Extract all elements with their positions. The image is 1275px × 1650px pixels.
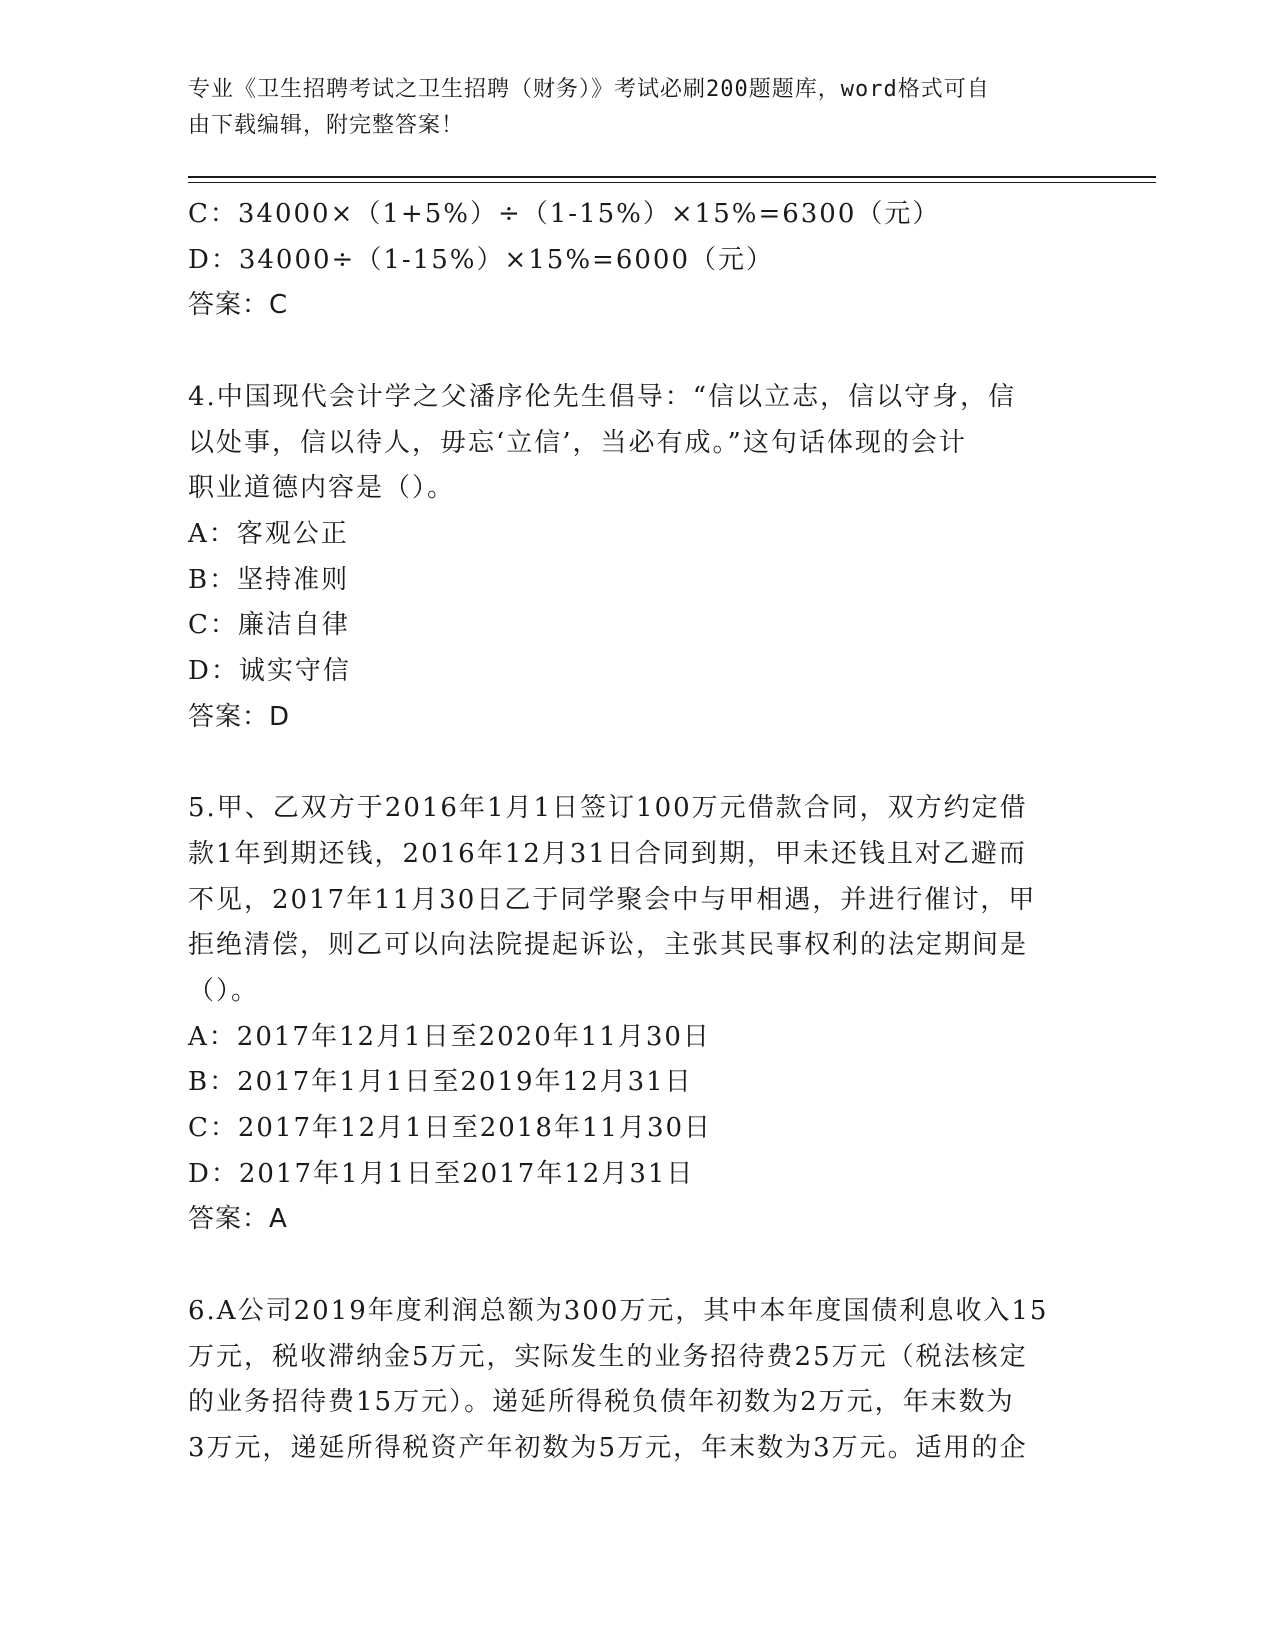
question-stem-line: 不见，2017年11月30日乙于同学聚会中与甲相遇，并进行催讨，甲 — [188, 884, 1037, 915]
answer-line: 答案：A — [188, 1204, 288, 1235]
option-c: C：34000×（1+5%）÷（1-15%）×15%=6300（元） — [188, 199, 941, 229]
question-stem-line: 以处事，信以待人，毋忘‘立信’，当必有成。”这句话体现的会计 — [188, 427, 967, 458]
document-header — [188, 72, 1068, 144]
header-divider-thin — [188, 182, 1156, 183]
header-line: 专业《卫生招聘考试之卫生招聘（财务）》考试必刷200题题库，word格式可自 — [188, 77, 990, 102]
question-body — [188, 192, 1088, 1472]
question-stem-line: 万元，税收滞纳金5万元，实际发生的业务招待费25万元（税法核定 — [188, 1341, 1028, 1372]
question-stem-line: 6.A公司2019年度利润总额为300万元，其中本年度国债利息收入15 — [188, 1295, 1049, 1326]
question-stem-line: 3万元，递延所得税资产年初数为5万元，年末数为3万元。适用的企 — [188, 1432, 1028, 1463]
spacer — [188, 1243, 1088, 1289]
question-stem-line: 款1年到期还钱，2016年12月31日合同到期，甲未还钱且对乙避而 — [188, 838, 1027, 869]
option-d: D：诚实守信 — [188, 656, 351, 687]
question-stem-line: 5.甲、乙双方于2016年1月1日签订100万元借款合同，双方约定借 — [188, 793, 1028, 824]
header-line: 由下载编辑，附完整答案！ — [188, 113, 465, 138]
spacer — [188, 329, 1088, 375]
option-b: B：坚持准则 — [188, 564, 350, 595]
question-stem-line: 4.中国现代会计学之父潘序伦先生倡导：“信以立志，信以守身，信 — [188, 381, 1017, 412]
header-divider — [188, 176, 1156, 178]
question-stem-line: （）。 — [188, 975, 260, 1006]
question-3-tail — [188, 192, 1088, 329]
option-c: C：2017年12月1日至2018年11月30日 — [188, 1113, 713, 1144]
answer-line: 答案：C — [188, 290, 289, 321]
option-d: D：2017年1月1日至2017年12月31日 — [188, 1158, 695, 1189]
question-6 — [188, 1289, 1088, 1472]
question-stem-line: 的业务招待费15万元）。递延所得税负债年初数为2万元，年末数为 — [188, 1387, 1015, 1418]
option-a: A：2017年12月1日至2020年11月30日 — [188, 1021, 711, 1052]
option-a: A：客观公正 — [188, 518, 349, 549]
question-stem-line: 职业道德内容是（）。 — [188, 473, 456, 504]
spacer — [188, 740, 1088, 786]
option-b: B：2017年1月1日至2019年12月31日 — [188, 1067, 693, 1098]
question-4 — [188, 375, 1088, 741]
question-5 — [188, 786, 1088, 1243]
question-stem-line: 拒绝清偿，则乙可以向法院提起诉讼，主张其民事权利的法定期间是 — [188, 930, 1029, 961]
option-d: D：34000÷（1-15%）×15%=6000（元） — [188, 244, 774, 275]
answer-line: 答案：D — [188, 701, 291, 732]
option-c: C：廉洁自律 — [188, 610, 350, 641]
